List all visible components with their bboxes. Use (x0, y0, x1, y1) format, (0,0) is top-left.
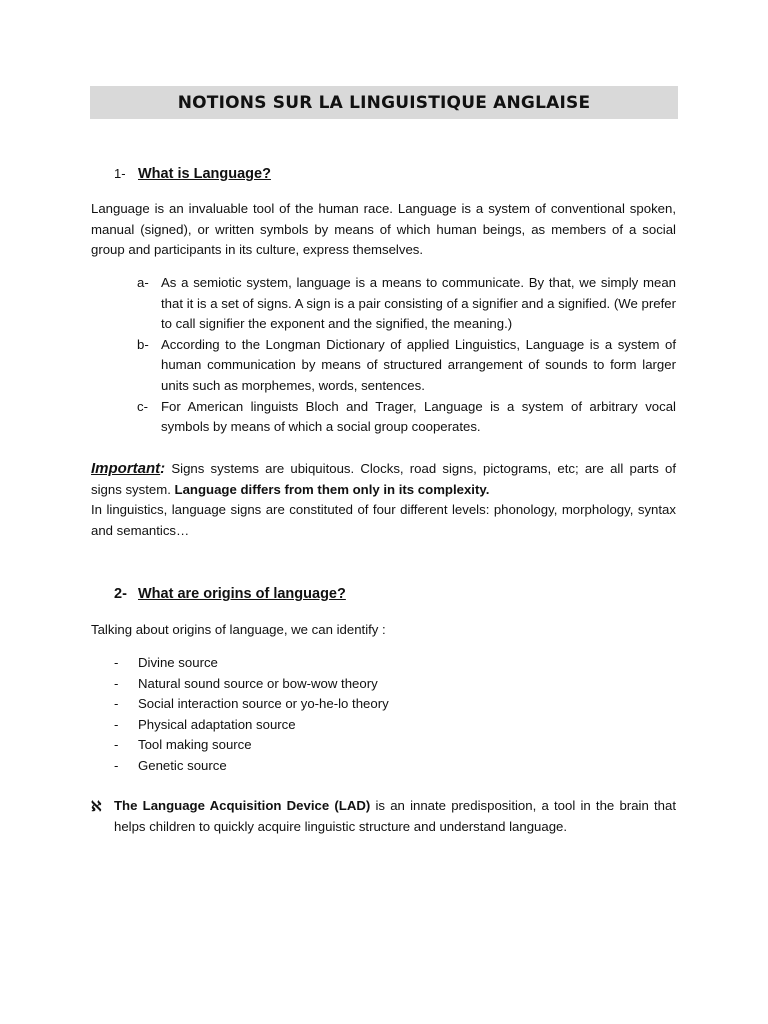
section-1-intro: Language is an invaluable tool of the human race. Language is a system of conventional spoken, manual (signed), or written symbols by means of which human beings, as members of a social group and participants in its culture, express themselves. (91, 201, 676, 258)
lad-text: is an innate predisposition, a tool in the brain that helps children to quickly acquire linguistic structure and understand language. (114, 798, 676, 834)
document-title: NOTIONS SUR LA LINGUISTIQUE ANGLAISE (177, 92, 591, 113)
list-item (114, 715, 389, 736)
lad-body (114, 796, 676, 837)
section-1-number: 1- (114, 166, 126, 181)
list-item-text: Divine source (138, 655, 218, 670)
important-colon: : (160, 460, 166, 477)
lad-bold-term: The Language Acquisition Device (LAD) (114, 798, 371, 813)
list-item (114, 674, 389, 695)
section-1-heading (114, 166, 271, 182)
list-item-text: Genetic source (138, 757, 227, 773)
lad-paragraph (91, 796, 676, 837)
section-2-heading (114, 586, 346, 602)
list-item-text: Physical adaptation source (138, 716, 296, 732)
list-item-text: Social interaction source or yo-he-lo theory (138, 696, 389, 711)
aleph-bullet-icon: ℵ (91, 798, 102, 814)
dash-marker: - (114, 716, 119, 732)
list-item (114, 756, 389, 777)
list-marker: c- (137, 398, 148, 414)
dash-marker: - (114, 675, 119, 691)
list-item-text: Tool making source (138, 737, 252, 752)
list-item-text: For American linguists Bloch and Trager, Language is a system of arbitrary vocal symbols by means of which a social group cooperates. (161, 398, 676, 435)
list-marker: b- (137, 336, 149, 352)
list-item (137, 273, 676, 335)
important-bold-text: Language differs from them only in its complexity. (174, 481, 490, 497)
list-item (137, 335, 676, 397)
dash-marker: - (114, 737, 119, 752)
definition-list (137, 273, 676, 438)
section-2-title: What are origins of language? (138, 586, 346, 602)
list-item-text: As a semiotic system, language is a means to communicate. By that, we simply mean that it is a set of signs. A sign is a pair consisting of a signifier and a signified. (We prefer to call signifier the exponent and the signified, the meaning.) (161, 275, 676, 332)
list-item-text: According to the Longman Dictionary of applied Linguistics, Language is a system of human communication by means of structured arrangement of sounds to form larger units such as morphemes, words, sentences. (161, 336, 676, 393)
section-1-title: What is Language? (138, 166, 271, 182)
list-marker: a- (137, 275, 149, 290)
dash-marker: - (114, 655, 119, 670)
dash-marker: - (114, 757, 119, 773)
list-item-text: Natural sound source or bow-wow theory (138, 675, 378, 691)
important-label: Important (91, 460, 161, 477)
important-note (91, 459, 676, 541)
section-2-intro: Talking about origins of language, we can identify : (91, 622, 386, 637)
list-item (114, 653, 389, 674)
dash-marker: - (114, 696, 119, 711)
list-item (137, 397, 676, 438)
origins-list (114, 653, 389, 776)
section-2-number: 2- (114, 586, 127, 602)
important-text: Signs systems are ubiquitous. Clocks, road signs, pictograms, etc; are all parts of signs system. (91, 461, 676, 497)
list-item (114, 694, 389, 715)
title-banner (90, 86, 678, 119)
list-item (114, 735, 389, 756)
levels-text: In linguistics, language signs are constituted of four different levels: phonology, morphology, syntax and semantics… (91, 502, 676, 538)
